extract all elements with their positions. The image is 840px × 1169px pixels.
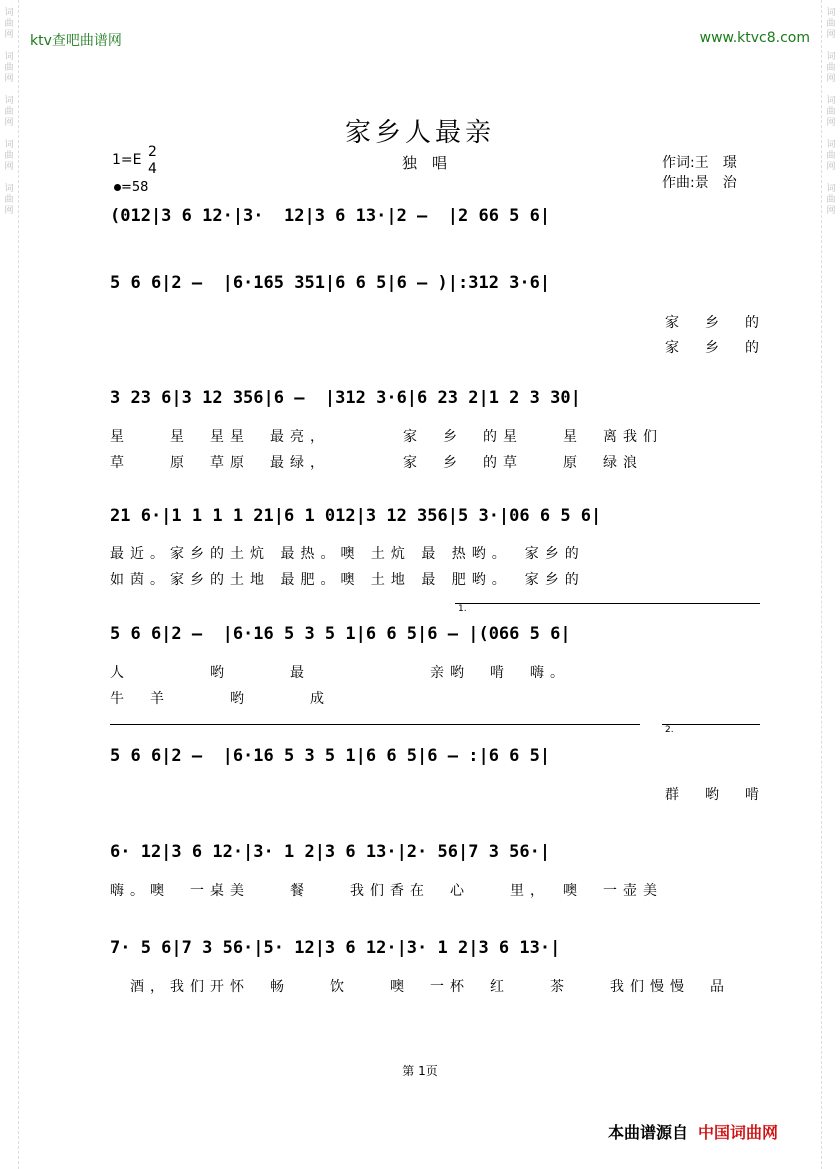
left-watermark-strip: 词 曲 网 词 曲 网 词 曲 网 词 曲 网 词 曲 网 — [0, 0, 19, 1169]
time-signature — [148, 144, 157, 178]
lyric-row-2-verse-1: 家 乡 的 — [665, 315, 765, 331]
header-site-url[interactable]: www.ktvc8.com — [699, 30, 810, 46]
quarter-note-icon — [114, 184, 121, 191]
score-row-8: 7· 5 6|7 3 56·|5· 12|3 6 12·|3· 1 2|3 6 13·| — [110, 938, 561, 958]
composer-credit: 作曲:景 治 — [662, 175, 737, 191]
source-site-link[interactable]: 中国词曲网 — [698, 1123, 779, 1142]
lyric-row-8: 酒，我们开怀 畅 饮 噢 一杯 红 茶 我们慢慢 品 — [130, 979, 730, 995]
score-row-3: 3 23 6|3 12 356|6 – |312 3·6|6 23 2|1 2 3 30| — [110, 388, 581, 408]
first-ending-bracket-continued — [110, 724, 640, 725]
right-watermark-strip: 词 曲 网 词 曲 网 词 曲 网 词 曲 网 词 曲 网 — [821, 0, 840, 1169]
lyric-row-3-verse-1: 星 星 星星 最亮， 家 乡 的星 星 离我们 — [110, 429, 663, 445]
page-number: 第 1页 — [402, 1064, 438, 1078]
song-title: 家乡人最亲 — [344, 118, 495, 148]
lyricist-credit: 作词:王 璟 — [662, 155, 737, 171]
time-sig-bottom: 4 — [148, 161, 157, 177]
score-row-1: (012|3 6 12·|3· 12|3 6 13·|2 – |2 66 5 6| — [110, 206, 551, 226]
second-ending-label: 2. — [665, 725, 674, 735]
score-row-6: 5 6 6|2 – |6·16 5 3 5 1|6 6 5|6 – :|6 6 5| — [110, 746, 551, 766]
header-site-name[interactable]: ktv查吧曲谱网 — [30, 33, 122, 49]
lyric-row-5-verse-1: 人 哟 最 亲哟 啃 嗨。 — [110, 665, 570, 681]
score-row-4: 21 6·|1 1 1 1 21|6 1 012|3 12 356|5 3·|06 6 5 6| — [110, 506, 602, 526]
tempo-mark: =58 — [114, 180, 148, 195]
lyric-row-6: 群 哟 啃 — [665, 787, 765, 803]
key-signature: 1=E — [112, 152, 142, 168]
second-ending-bracket — [662, 724, 760, 725]
lyric-row-2-verse-2: 家 乡 的 — [665, 340, 765, 356]
score-row-5: 5 6 6|2 – |6·16 5 3 5 1|6 6 5|6 – |(066 5 6| — [110, 624, 571, 644]
score-row-7: 6· 12|3 6 12·|3· 1 2|3 6 13·|2· 56|7 3 56·| — [110, 842, 551, 862]
time-sig-top: 2 — [148, 144, 157, 160]
source-label: 本曲谱源自 — [608, 1123, 689, 1142]
lyric-row-7: 嗨。噢 一桌美 餐 我们香在 心 里， 噢 一壶美 — [110, 883, 663, 899]
performer: 独 唱 — [402, 154, 448, 172]
lyric-row-5-verse-2: 牛 羊 哟 成 — [110, 691, 330, 707]
first-ending-label: 1. — [458, 604, 467, 614]
lyric-row-3-verse-2: 草 原 草原 最绿， 家 乡 的草 原 绿浪 — [110, 455, 643, 471]
lyric-row-4-verse-1: 最近。家乡的土炕 最热。噢 土炕 最 热哟。 家乡的 — [110, 546, 585, 562]
source-credit — [608, 1120, 778, 1143]
lyric-row-4-verse-2: 如茵。家乡的土地 最肥。噢 土地 最 肥哟。 家乡的 — [110, 572, 585, 588]
first-ending-bracket — [455, 603, 760, 604]
score-row-2: 5 6 6|2 – |6·165 351|6 6 5|6 – )|:312 3·6| — [110, 273, 551, 293]
